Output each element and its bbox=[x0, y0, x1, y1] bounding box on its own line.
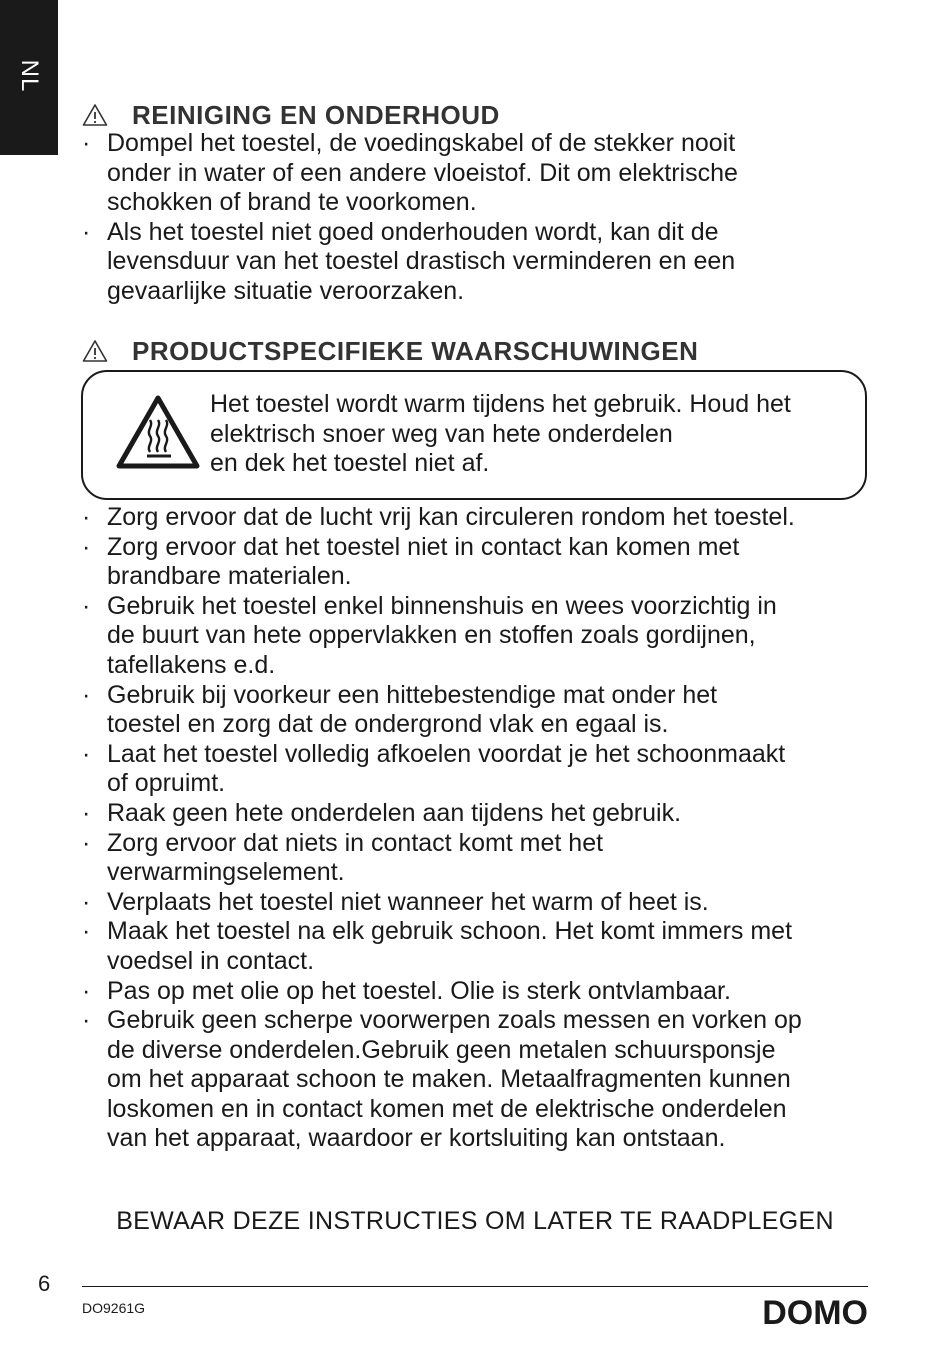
list-item-line: de diverse onderdelen.Gebruik geen metalen schuursponsje bbox=[107, 1035, 776, 1064]
list-item-line: de buurt van hete oppervlakken en stoffen zoals gordijnen, bbox=[107, 621, 756, 650]
list-item-line: · Gebruik het toestel enkel binnenshuis en wees voorzichtig in bbox=[107, 591, 777, 620]
list-item-line: · Als het toestel niet goed onderhouden wordt, kan dit de bbox=[107, 217, 719, 246]
list-item bbox=[82, 888, 882, 918]
list-item bbox=[82, 592, 882, 681]
model-number: DO9261G bbox=[82, 1300, 146, 1316]
list-item-line: brandbare materialen. bbox=[107, 562, 352, 591]
list-item bbox=[82, 740, 882, 799]
hot-warning-line: en dek het toestel niet af. bbox=[210, 449, 490, 478]
list-item bbox=[82, 799, 882, 829]
list-item bbox=[82, 503, 882, 533]
list-item-line: · Gebruik geen scherpe voorwerpen zoals messen en vorken op bbox=[107, 1006, 802, 1035]
hot-surface-icon bbox=[115, 394, 201, 470]
list-item-line: · Dompel het toestel, de voedingskabel of de stekker nooit bbox=[107, 129, 736, 157]
list-item bbox=[82, 533, 882, 592]
list-item bbox=[82, 1006, 882, 1154]
list-item-line: · Gebruik bij voorkeur een hittebestendige mat onder het bbox=[107, 680, 718, 709]
list-item-line: · Zorg ervoor dat de lucht vrij kan circuleren rondom het toestel. bbox=[107, 503, 795, 531]
hot-surface-warning-text bbox=[210, 390, 791, 479]
list-item-line: schokken of brand te voorkomen. bbox=[107, 188, 477, 217]
list-item-line: · Maak het toestel na elk gebruik schoon. Het komt immers met bbox=[107, 917, 793, 946]
list-item bbox=[82, 829, 882, 888]
list-item-line: · Laat het toestel volledig afkoelen voordat je het schoonmaakt bbox=[107, 739, 786, 768]
footer-divider bbox=[82, 1286, 868, 1287]
list-item bbox=[82, 218, 882, 307]
hot-warning-line: Het toestel wordt warm tijdens het gebruik. Houd het bbox=[210, 390, 791, 418]
cleaning-section-title: REINIGING EN ONDERHOUD bbox=[132, 99, 500, 130]
specific-section-header bbox=[82, 336, 698, 366]
list-item-line: levensduur van het toestel drastisch verminderen en een bbox=[107, 247, 736, 276]
specific-section-title: PRODUCTSPECIFIEKE WAARSCHUWINGEN bbox=[132, 335, 699, 366]
list-item-line: onder in water of een andere vloeistof. Dit om elektrische bbox=[107, 158, 738, 187]
list-item-line: · Verplaats het toestel niet wanneer het warm of heet is. bbox=[107, 887, 709, 916]
warning-triangle-icon bbox=[82, 103, 108, 127]
hot-warning-line: elektrisch snoer weg van hete onderdelen bbox=[210, 419, 673, 448]
list-item-line: of opruimt. bbox=[107, 769, 226, 798]
list-item-line: · Pas op met olie op het toestel. Olie is sterk ontvlambaar. bbox=[107, 976, 731, 1005]
list-item-line: om het apparaat schoon te maken. Metaalfragmenten kunnen bbox=[107, 1065, 791, 1094]
list-item-line: van het apparaat, waardoor er kortsluiting kan ontstaan. bbox=[107, 1124, 726, 1153]
list-item-line: gevaarlijke situatie veroorzaken. bbox=[107, 276, 465, 305]
brand-logo: DOMO bbox=[762, 1294, 868, 1332]
language-tab-label: NL bbox=[16, 59, 43, 93]
list-item-line: verwarmingselement. bbox=[107, 858, 345, 887]
page-number: 6 bbox=[38, 1271, 51, 1296]
cleaning-section-header bbox=[82, 100, 500, 130]
list-item-line: · Raak geen hete onderdelen aan tijdens het gebruik. bbox=[107, 798, 682, 827]
specific-warnings-list bbox=[82, 503, 882, 1154]
list-item bbox=[82, 917, 882, 976]
list-item-line: · Zorg ervoor dat niets in contact komt met het bbox=[107, 828, 604, 857]
list-item bbox=[82, 681, 882, 740]
hot-surface-warning-box bbox=[81, 370, 867, 500]
list-item-line: voedsel in contact. bbox=[107, 946, 315, 975]
warning-triangle-icon bbox=[82, 339, 108, 363]
list-item-line: · Zorg ervoor dat het toestel niet in contact kan komen met bbox=[107, 532, 740, 561]
list-item-line: tafellakens e.d. bbox=[107, 650, 276, 679]
keep-instructions-note: BEWAAR DEZE INSTRUCTIES OM LATER TE RAADPLEGEN bbox=[116, 1207, 834, 1235]
list-item bbox=[82, 129, 882, 218]
list-item bbox=[82, 977, 882, 1007]
cleaning-list bbox=[82, 129, 882, 307]
list-item-line: toestel en zorg dat de ondergrond vlak en egaal is. bbox=[107, 710, 669, 739]
list-item-line: loskomen en in contact komen met de elektrische onderdelen bbox=[107, 1094, 787, 1123]
language-tab bbox=[0, 0, 58, 155]
